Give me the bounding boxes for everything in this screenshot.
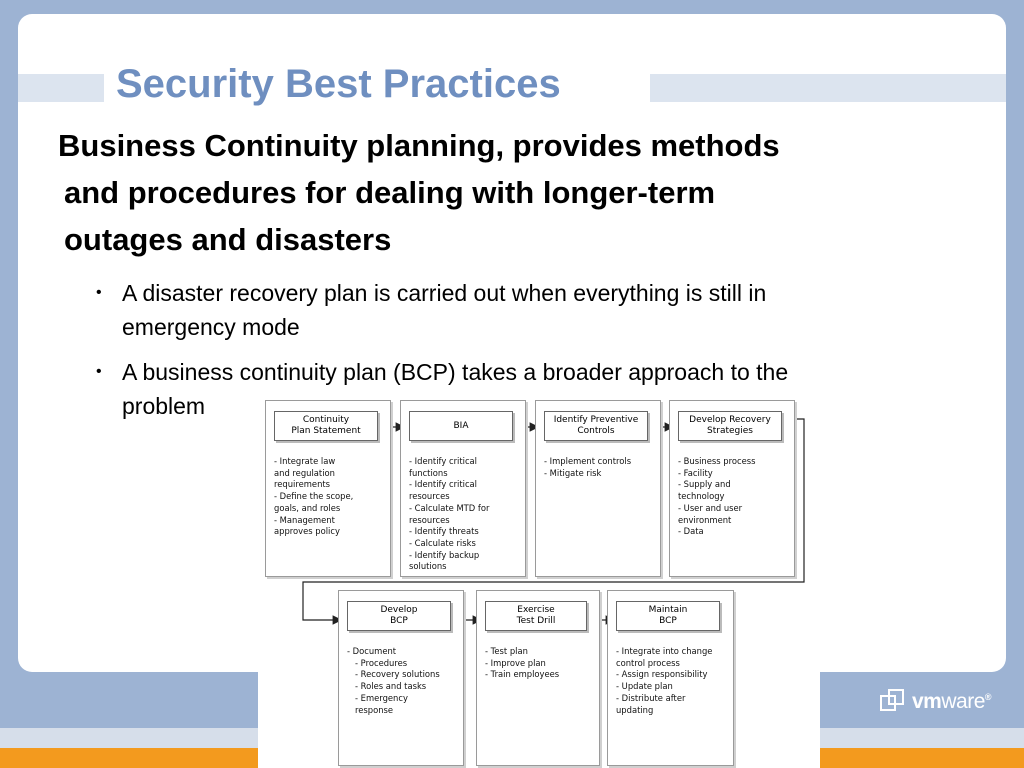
box-item: - Calculate risks [409, 537, 476, 548]
bullet-text-line: problem [122, 393, 206, 419]
box-items [347, 646, 440, 716]
bullet-item [96, 276, 966, 344]
box-item: - Document [347, 646, 397, 656]
registered-mark: ® [984, 692, 992, 702]
box-title: BIA [409, 411, 513, 441]
box-item: - Distribute after updating [616, 692, 686, 715]
process-box [400, 400, 526, 577]
box-item: - Train employees [485, 669, 560, 680]
box-item: - User and user environment [678, 502, 743, 525]
box-item: - Update plan [616, 681, 673, 692]
box-items [485, 646, 559, 681]
bullet-text-line: A disaster recovery plan is carried out when everything is still in [122, 280, 767, 306]
box-item: - Identify backup solutions [409, 549, 480, 572]
vmware-mark-icon [880, 689, 906, 715]
title-band-right [650, 74, 1006, 102]
box-title: Identify Preventive Controls [544, 411, 648, 441]
box-items [678, 456, 755, 538]
box-item: - Procedures [355, 657, 408, 668]
process-box [476, 590, 600, 766]
box-title: Develop BCP [347, 601, 451, 631]
bullet-text-line: A business continuity plan (BCP) takes a broader approach to the [122, 359, 789, 385]
box-title: Maintain BCP [616, 601, 720, 631]
brand-bold: vm [912, 690, 942, 713]
box-item: - Define the scope, goals, and roles [274, 491, 354, 513]
heading-line-1: Business Continuity planning, provides methods [58, 128, 780, 163]
bcp-process-diagram [258, 392, 820, 768]
box-title: Continuity Plan Statement [274, 411, 378, 441]
box-items [616, 646, 712, 716]
box-item: - Identify threats [409, 526, 479, 537]
vmware-wordmark [912, 690, 991, 714]
process-box [265, 400, 391, 577]
bullet-text-line: emergency mode [122, 314, 300, 340]
box-item: - Data [678, 526, 704, 537]
box-item: - Identify critical functions [409, 456, 478, 478]
vmware-logo [880, 688, 991, 716]
box-item: - Recovery solutions [355, 669, 440, 680]
box-title: Develop Recovery Strategies [678, 411, 782, 441]
process-box [607, 590, 734, 766]
heading-line-2: and procedures for dealing with longer-term [64, 175, 716, 210]
bullet-dot-icon: • [96, 284, 102, 301]
box-item: - Emergency response [355, 692, 408, 715]
box-item: - Implement controls [544, 456, 632, 466]
title-band-left [18, 74, 104, 102]
box-item: - Mitigate risk [544, 467, 602, 478]
box-items [274, 456, 353, 538]
slide-title: Security Best Practices [116, 62, 561, 106]
box-item: - Facility [678, 467, 713, 478]
box-item: - Business process [678, 456, 756, 466]
box-item: - Integrate into change control process [616, 646, 713, 668]
process-box [535, 400, 661, 577]
box-items [544, 456, 631, 479]
box-item: - Roles and tasks [355, 681, 427, 692]
box-items [409, 456, 489, 573]
process-box [338, 590, 464, 766]
slide-heading [58, 122, 958, 263]
box-item: - Improve plan [485, 657, 546, 668]
box-item: - Calculate MTD for resources [409, 502, 490, 525]
process-box [669, 400, 795, 577]
box-item: - Assign responsibility [616, 669, 708, 680]
box-item: - Integrate law and regulation requirements [274, 456, 336, 490]
bullet-dot-icon: • [96, 363, 102, 380]
brand-thin: ware [941, 690, 985, 713]
box-title: Exercise Test Drill [485, 601, 587, 631]
heading-line-3: outages and disasters [64, 222, 392, 257]
box-item: - Supply and technology [678, 479, 731, 502]
box-item: - Test plan [485, 646, 528, 656]
box-item: - Management approves policy [274, 514, 340, 537]
box-item: - Identify critical resources [409, 479, 478, 502]
